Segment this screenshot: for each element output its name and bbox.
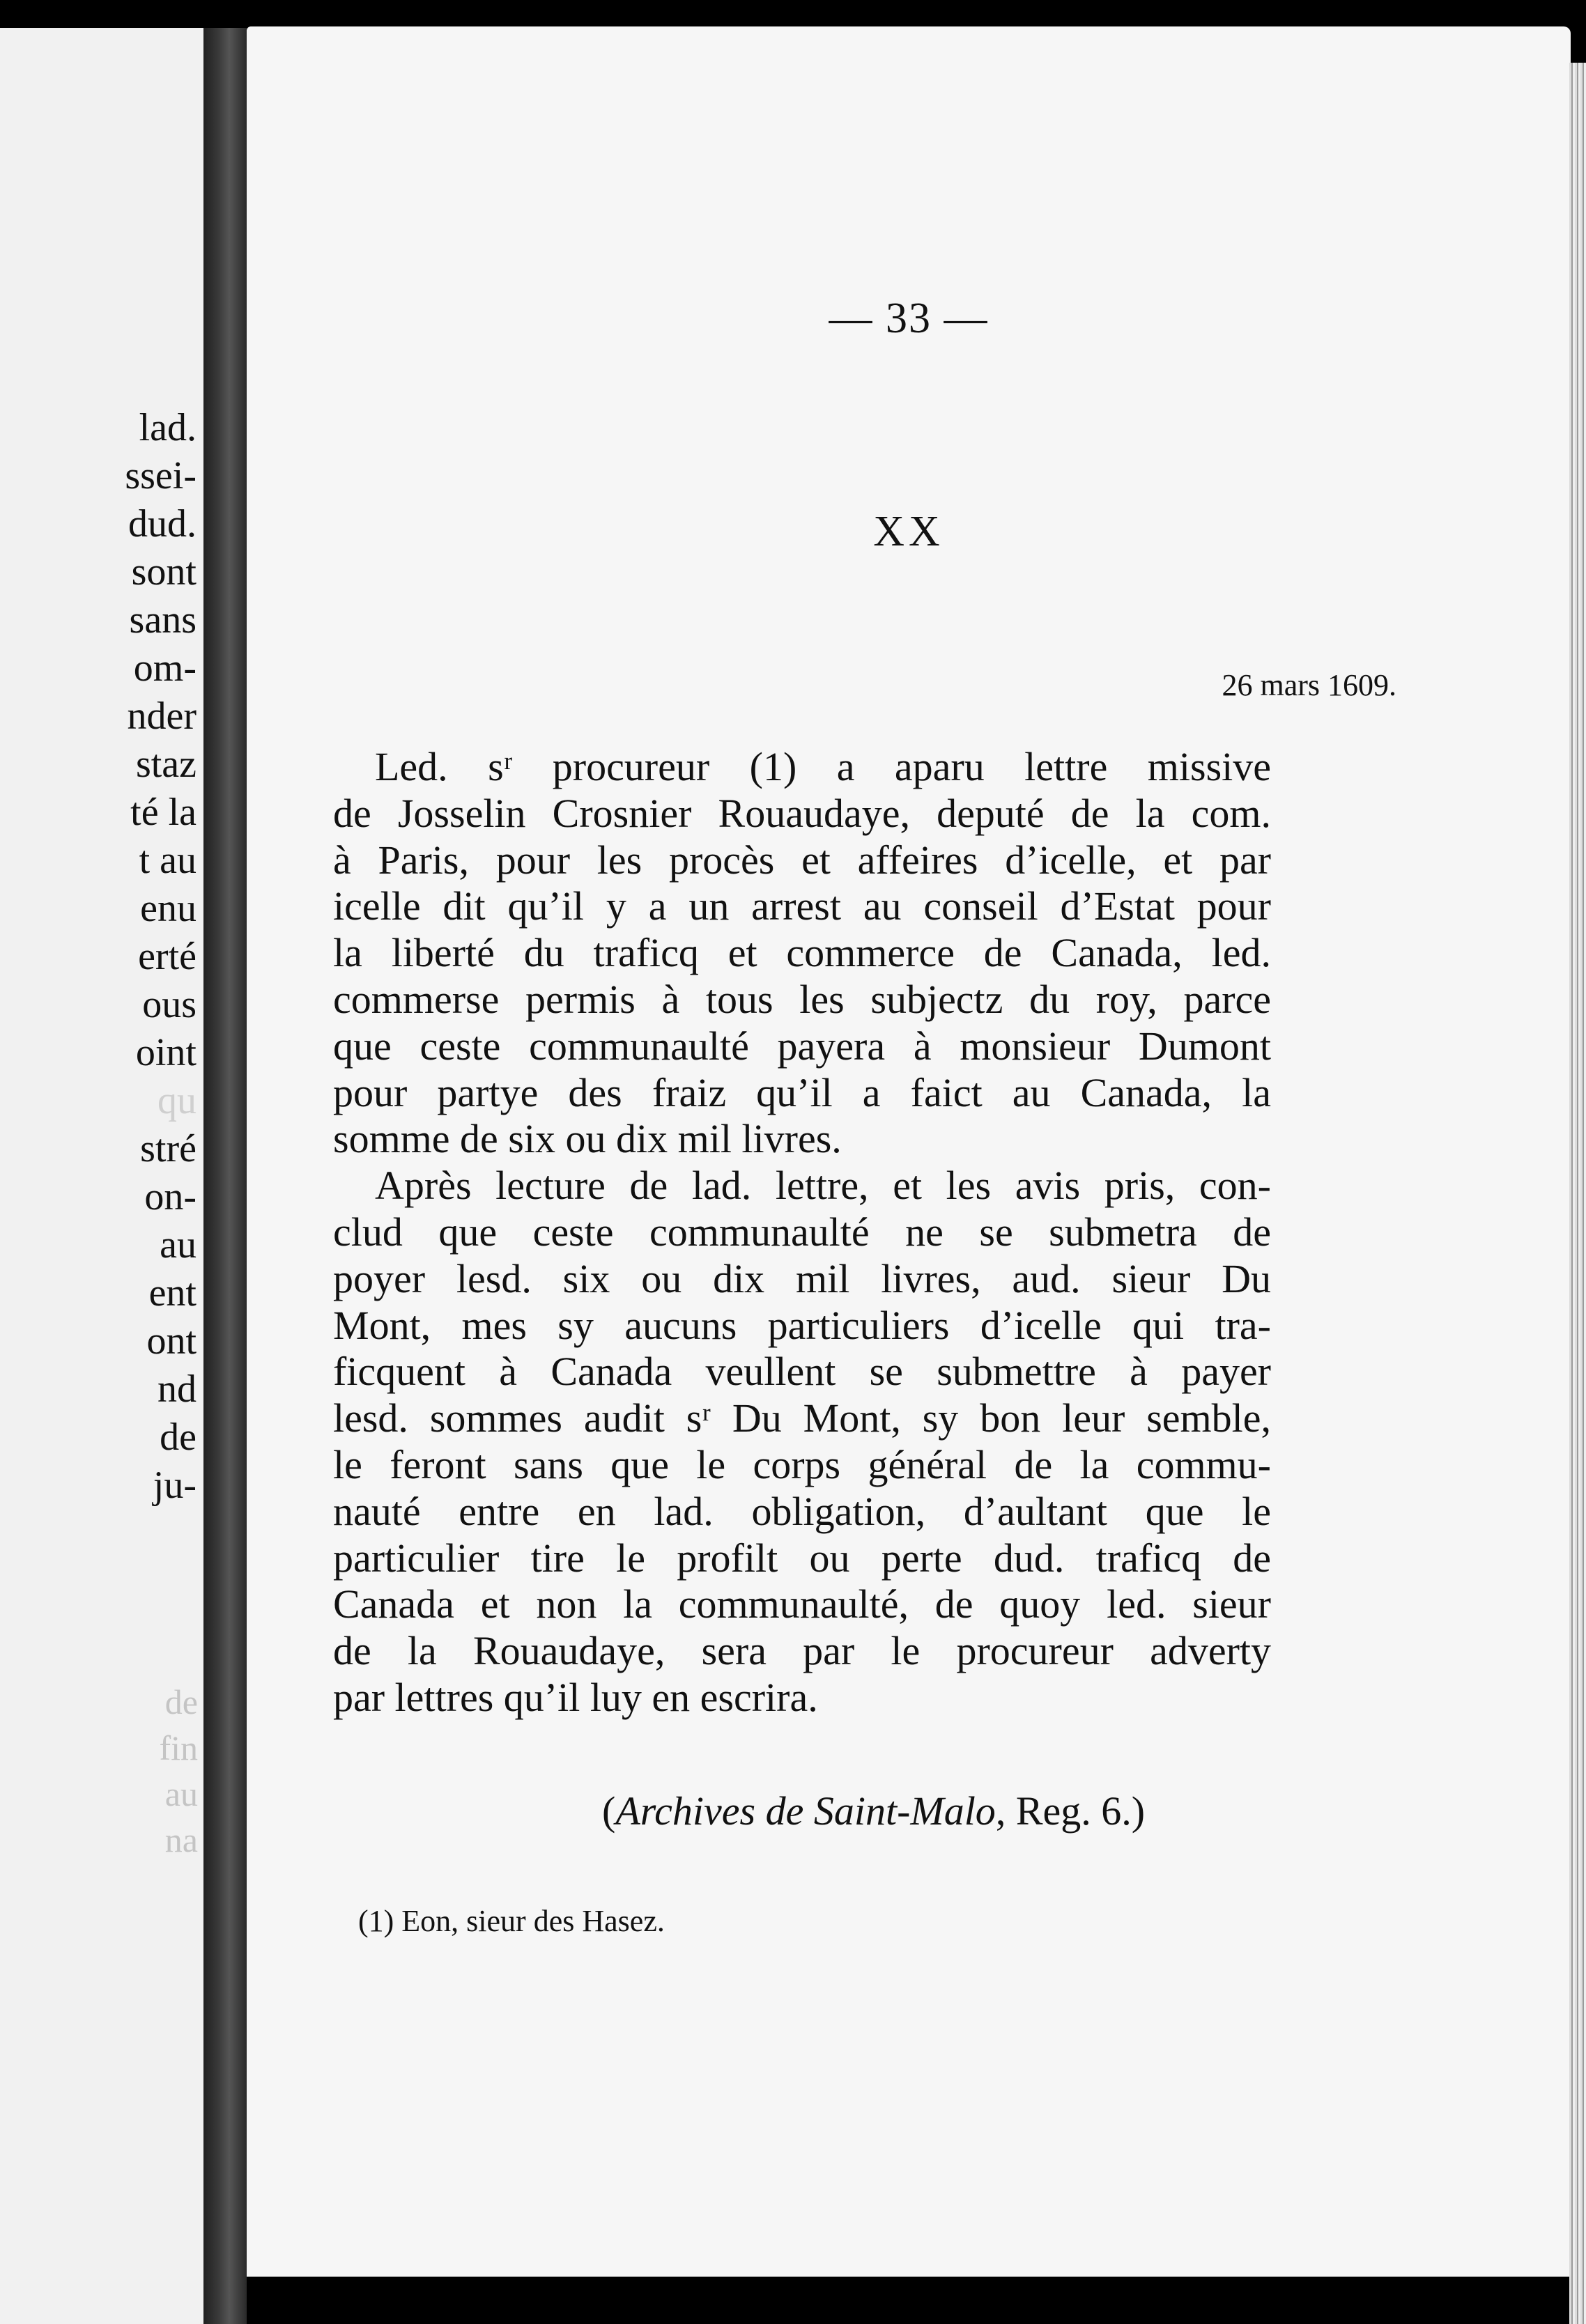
text-line: Led. sʳ procureur (1) a aparu lettre missive: [375, 744, 1271, 789]
previous-page-line: enu: [140, 887, 197, 930]
previous-page-line: t au: [139, 839, 197, 882]
previous-page-faint-line: au: [164, 1774, 198, 1813]
paragraph: [333, 1163, 1271, 1721]
text-line: somme de six ou dix mil livres.: [333, 1116, 842, 1162]
previous-page-line: sont: [131, 550, 197, 594]
document-date: 26 mars 1609.: [1222, 668, 1396, 702]
previous-page-line: dud.: [128, 502, 197, 545]
previous-page-line: nder: [127, 695, 197, 738]
text-line: pour partye des fraiz qu’il a faict au Canada, la: [333, 1069, 1271, 1115]
previous-page-line: de: [160, 1416, 197, 1459]
source-register: , Reg. 6.): [995, 1788, 1146, 1834]
previous-page-line: ous: [142, 983, 197, 1026]
text-line: icelle dit qu’il y a un arrest au conseil d’Estat pour: [333, 883, 1271, 929]
text-line: Mont, mes sy aucuns particuliers d’icelle qui tra-: [333, 1302, 1271, 1348]
previous-page-line: au: [160, 1223, 197, 1266]
book-gutter: [203, 28, 247, 2324]
previous-page-line: sans: [129, 598, 197, 642]
text-line: à Paris, pour les procès et affeires d’icelle, et par: [333, 837, 1271, 883]
previous-page-line: ont: [146, 1319, 197, 1363]
page-stack-edges: [1569, 63, 1586, 2324]
previous-page-line: staz: [135, 743, 197, 786]
previous-page-line: stré: [140, 1127, 197, 1170]
previous-page-line: on-: [144, 1175, 197, 1218]
previous-page-line: ju-: [153, 1464, 197, 1507]
body-text: [333, 744, 1271, 1721]
previous-page-line: nd: [157, 1368, 197, 1411]
text-line: ficquent à Canada veullent se submettre à payer: [333, 1349, 1271, 1395]
paragraph: [333, 744, 1271, 1163]
previous-page-faint-line: de: [164, 1682, 198, 1721]
text-line: lesd. sommes audit sʳ Du Mont, sy bon leur semble,: [333, 1395, 1271, 1441]
source-citation: [602, 1788, 1145, 1834]
text-line: par lettres qu’il luy en escrira.: [333, 1674, 818, 1720]
previous-page-line: qu: [157, 1079, 197, 1122]
text-line: la liberté du traficq et commerce de Canada, led.: [333, 930, 1271, 976]
text-line: commerse permis à tous les subjectz du roy, parce: [333, 976, 1271, 1022]
source-open-paren: (: [602, 1788, 616, 1834]
text-line: le feront sans que le corps général de la commu-: [333, 1441, 1271, 1487]
text-line: nauté entre en lad. obligation, d’aultant que le: [333, 1488, 1271, 1534]
page-number: — 33 —: [829, 295, 989, 342]
previous-page-line: oint: [135, 1031, 197, 1074]
previous-page-text: [125, 404, 197, 1510]
previous-page-line: ent: [148, 1271, 197, 1315]
text-line: particulier tire le profilt ou perte dud. traficq de: [333, 1535, 1271, 1581]
text-line: poyer lesd. six ou dix mil livres, aud. sieur Du: [333, 1255, 1271, 1301]
text-line: clud que ceste communaulté ne se submetra de: [333, 1209, 1271, 1255]
previous-page-faint-text: [159, 1679, 198, 1863]
source-archive-name: Archives de Saint-Malo: [615, 1788, 996, 1834]
previous-page-line: té la: [130, 791, 197, 834]
previous-page: [0, 28, 203, 2324]
previous-page-faint-line: na: [164, 1820, 198, 1859]
text-line: que ceste communaulté payera à monsieur Dumont: [333, 1023, 1271, 1069]
text-line: Canada et non la communaulté, de quoy led. sieur: [333, 1581, 1271, 1627]
text-line: de Josselin Crosnier Rouaudaye, deputé de la com.: [333, 790, 1271, 836]
document-title: XX: [873, 508, 944, 555]
previous-page-line: erté: [138, 935, 197, 978]
text-line: de la Rouaudaye, sera par le procureur adverty: [333, 1628, 1271, 1674]
previous-page-line: ssei-: [125, 454, 197, 497]
previous-page-line: lad.: [139, 406, 197, 449]
text-line: Après lecture de lad. lettre, et les avis pris, con-: [375, 1163, 1271, 1209]
previous-page-faint-line: fin: [159, 1728, 198, 1767]
previous-page-line: om-: [133, 646, 197, 690]
current-page: [247, 26, 1571, 2277]
footnote: (1) Eon, sieur des Hasez.: [358, 1904, 665, 1938]
